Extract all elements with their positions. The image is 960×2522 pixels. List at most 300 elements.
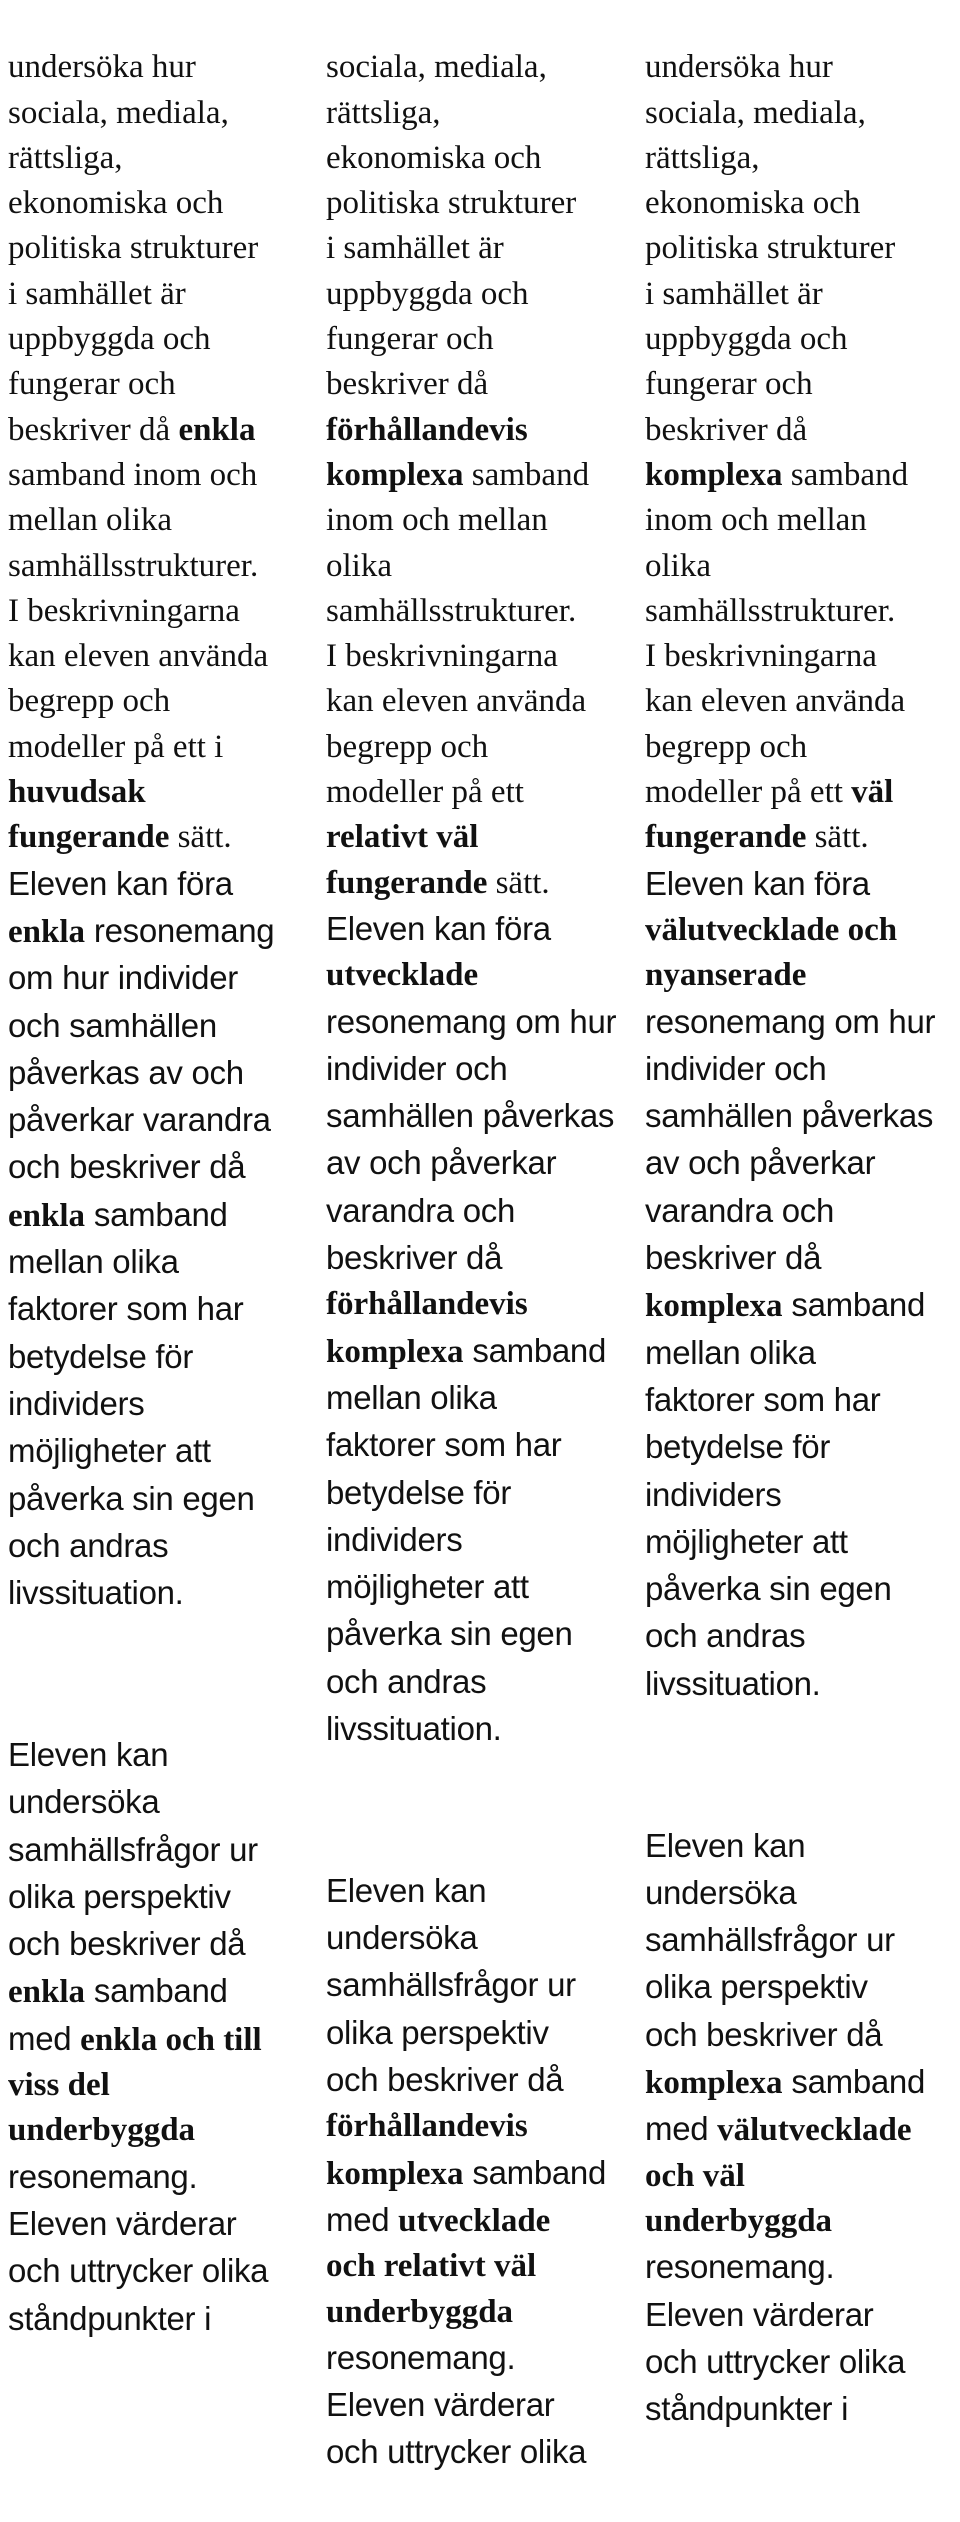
bold-text-segment: enkla	[178, 411, 256, 448]
text-line	[8, 1144, 320, 1191]
text-line	[326, 2197, 638, 2244]
text-segment: sociala, mediala,	[326, 49, 547, 86]
block-gap	[326, 1799, 638, 1823]
text-line	[326, 2010, 638, 2057]
text-line	[8, 2296, 320, 2343]
bold-text-segment: välutvecklade och	[645, 911, 898, 948]
text-line	[326, 1375, 638, 1422]
investigation-block	[8, 1732, 320, 2343]
text-line	[8, 2063, 320, 2108]
text-line	[326, 2429, 638, 2476]
text-line	[8, 861, 320, 908]
text-line	[8, 362, 320, 407]
text-segment: påverkas av och	[8, 1053, 244, 1091]
text-line	[645, 498, 957, 543]
text-line	[645, 453, 957, 498]
text-line	[326, 1422, 638, 1469]
text-line	[645, 1870, 957, 1917]
text-segment: olika perspektiv	[645, 1968, 868, 2006]
text-segment: undersöka	[326, 1919, 478, 1957]
text-line	[326, 725, 638, 770]
text-segment: samband	[782, 1286, 926, 1324]
text-segment: rättsliga,	[645, 139, 760, 176]
text-line	[326, 1706, 638, 1753]
bold-text-segment: komplexa	[645, 2065, 783, 2102]
text-line	[326, 544, 638, 589]
text-line	[326, 2104, 638, 2149]
text-line	[326, 136, 638, 181]
text-line	[326, 1328, 638, 1375]
text-segment: modeller på ett	[645, 774, 852, 811]
text-segment: Eleven värderar	[8, 2204, 237, 2242]
bold-text-segment: enkla och till	[80, 2021, 262, 2058]
text-line	[645, 1472, 957, 1519]
text-line	[8, 1334, 320, 1381]
text-line	[326, 226, 638, 271]
text-line	[645, 1046, 957, 1093]
text-line	[645, 1188, 957, 1235]
text-segment: ståndpunkter i	[645, 2390, 849, 2428]
text-segment: resonemang.	[326, 2338, 516, 2376]
investigation-block	[326, 1868, 638, 2477]
text-line	[326, 317, 638, 362]
text-segment: möjligheter att	[645, 1522, 848, 1560]
text-line	[8, 498, 320, 543]
text-line	[645, 136, 957, 181]
text-segment: beskriver då	[645, 1239, 822, 1277]
text-segment: individer och	[645, 1049, 827, 1087]
text-segment: och beskriver då	[8, 1148, 246, 1186]
bold-text-segment: komplexa	[645, 1288, 783, 1325]
text-segment: I beskrivningarna	[8, 592, 240, 629]
text-line	[645, 408, 957, 453]
text-line	[8, 45, 320, 90]
text-segment: ståndpunkter i	[8, 2299, 212, 2337]
grade-column-e	[8, 0, 320, 2388]
text-segment: av och påverkar	[326, 1144, 557, 1182]
text-line	[8, 815, 320, 860]
text-segment: samhällsfrågor ur	[8, 1830, 258, 1868]
text-segment: sociala, mediala,	[645, 94, 866, 131]
text-segment: olika	[326, 547, 392, 584]
text-segment: samband	[782, 456, 909, 493]
text-segment: mellan olika	[645, 1333, 816, 1371]
bold-text-segment: huvudsak	[8, 774, 146, 811]
bold-text-segment: nyanserade	[645, 957, 807, 994]
text-line	[8, 679, 320, 724]
text-line	[326, 2057, 638, 2104]
text-segment: Eleven värderar	[645, 2295, 874, 2333]
text-segment: samhällsstrukturer.	[645, 592, 896, 629]
text-line	[645, 1235, 957, 1282]
text-line	[8, 1523, 320, 1570]
text-line	[326, 770, 638, 815]
description-block	[326, 45, 638, 1753]
text-line	[645, 2012, 957, 2059]
text-segment: I beskrivningarna	[326, 638, 558, 675]
text-line	[8, 2154, 320, 2201]
text-line	[326, 2150, 638, 2197]
text-segment: resonemang om hur	[326, 1002, 617, 1040]
text-line	[326, 1564, 638, 1611]
text-segment: resonemang	[85, 911, 275, 949]
text-line	[8, 1428, 320, 1475]
bold-text-segment: förhållandevis	[326, 411, 528, 448]
text-line	[8, 408, 320, 453]
text-line	[645, 317, 957, 362]
text-line	[8, 544, 320, 589]
text-line	[8, 589, 320, 634]
bold-text-segment: utvecklade	[398, 2202, 551, 2239]
text-segment: politiska strukturer	[645, 230, 896, 267]
text-line	[326, 1093, 638, 1140]
description-block	[645, 45, 957, 1708]
bold-text-segment: relativt väl	[326, 819, 479, 856]
text-segment: individer och	[326, 1049, 508, 1087]
text-segment: kan eleven använda	[645, 683, 906, 720]
text-segment: av och påverkar	[645, 1144, 876, 1182]
text-line	[645, 272, 957, 317]
text-line	[8, 2248, 320, 2295]
text-segment: kan eleven använda	[8, 638, 269, 675]
block-gap	[645, 1753, 957, 1777]
text-segment: varandra och	[645, 1191, 835, 1229]
text-segment: och uttrycker olika	[326, 2433, 587, 2471]
text-line	[8, 2201, 320, 2248]
text-segment: livssituation.	[645, 1664, 821, 1702]
text-line	[645, 1661, 957, 1708]
text-segment: samband	[463, 2153, 607, 2191]
text-segment: I beskrivningarna	[645, 638, 877, 675]
text-line	[645, 999, 957, 1046]
bold-text-segment: och relativt väl	[326, 2248, 537, 2285]
text-line	[8, 1050, 320, 1097]
text-line	[326, 634, 638, 679]
text-line	[8, 2108, 320, 2153]
text-segment: fungerar och	[8, 366, 176, 403]
text-line	[645, 2154, 957, 2199]
text-segment: med	[645, 2110, 718, 2148]
text-line	[326, 1282, 638, 1327]
text-line	[326, 589, 638, 634]
text-line	[645, 2106, 957, 2153]
text-segment: inom och mellan	[645, 502, 867, 539]
text-segment: beskriver då	[8, 411, 179, 448]
text-segment: beskriver då	[326, 366, 489, 403]
text-segment: samhällsstrukturer.	[326, 592, 577, 629]
text-line	[8, 1779, 320, 1826]
text-segment: i samhället är	[645, 275, 823, 312]
text-line	[326, 1962, 638, 2009]
investigation-block	[645, 1823, 957, 2434]
text-line	[326, 2290, 638, 2335]
text-segment: samband	[463, 1331, 607, 1369]
text-segment: begrepp och	[326, 728, 489, 765]
text-line	[326, 1868, 638, 1915]
text-line	[326, 2335, 638, 2382]
text-line	[326, 1470, 638, 1517]
text-line	[645, 589, 957, 634]
text-segment: betydelse för	[326, 1473, 512, 1511]
text-line	[8, 908, 320, 955]
text-segment: politiska strukturer	[8, 230, 259, 267]
text-line	[326, 498, 638, 543]
text-segment: individers	[8, 1384, 145, 1422]
grade-column-a	[645, 0, 957, 2479]
text-line	[326, 408, 638, 453]
text-segment: samhällsfrågor ur	[645, 1921, 895, 1959]
text-segment: samhällsstrukturer.	[8, 547, 259, 584]
text-segment: begrepp och	[8, 683, 171, 720]
text-line	[326, 1235, 638, 1282]
text-line	[8, 1874, 320, 1921]
text-line	[645, 861, 957, 908]
text-segment: sociala, mediala,	[8, 94, 229, 131]
text-segment: påverka sin egen	[8, 1479, 255, 1517]
text-segment: Eleven kan	[645, 1826, 806, 1864]
bold-text-segment: viss del	[8, 2067, 110, 2104]
bold-text-segment: och väl	[645, 2157, 745, 2194]
text-segment: olika perspektiv	[326, 2013, 549, 2051]
bold-text-segment: förhållandevis	[326, 2108, 528, 2145]
grade-column-c	[326, 0, 638, 2522]
text-segment: livssituation.	[326, 1709, 502, 1747]
text-segment: faktorer som har	[645, 1380, 881, 1418]
text-segment: påverkar varandra	[8, 1101, 271, 1139]
text-line	[326, 362, 638, 407]
text-line	[326, 181, 638, 226]
text-segment: resonemang.	[8, 2157, 198, 2195]
text-line	[8, 1968, 320, 2015]
text-segment: rättsliga,	[326, 94, 441, 131]
text-segment: samhällen påverkas	[326, 1097, 615, 1135]
text-line	[645, 1519, 957, 1566]
text-segment: rättsliga,	[8, 139, 123, 176]
text-line	[645, 1282, 957, 1329]
text-line	[8, 1239, 320, 1286]
bold-text-segment: underbyggda	[645, 2202, 833, 2239]
text-segment: och beskriver då	[326, 2061, 564, 2099]
text-line	[645, 1917, 957, 1964]
text-segment: faktorer som har	[326, 1426, 562, 1464]
bold-text-segment: välutvecklade	[717, 2112, 912, 2149]
bold-text-segment: fungerande	[645, 819, 807, 856]
text-segment: Eleven kan föra	[645, 864, 870, 902]
text-line	[8, 1003, 320, 1050]
text-line	[8, 226, 320, 271]
text-segment: samband	[85, 1195, 228, 1233]
bold-text-segment: fungerande	[8, 819, 170, 856]
text-segment: politiska strukturer	[326, 185, 577, 222]
text-line	[645, 953, 957, 998]
text-line	[8, 91, 320, 136]
text-segment: och uttrycker olika	[645, 2342, 906, 2380]
text-segment: i samhället är	[8, 275, 186, 312]
text-line	[645, 45, 957, 90]
text-segment: individers	[326, 1520, 463, 1558]
text-segment: kan eleven använda	[326, 683, 587, 720]
text-segment: Eleven kan	[8, 1735, 169, 1773]
bold-text-segment: komplexa	[645, 456, 783, 493]
text-segment: undersöka	[8, 1783, 160, 1821]
text-segment: samband	[85, 1972, 228, 2010]
text-line	[645, 226, 957, 271]
text-line	[326, 453, 638, 498]
text-segment: sätt.	[169, 819, 232, 856]
text-line	[645, 2199, 957, 2244]
bold-text-segment: enkla	[8, 1197, 86, 1234]
text-segment: olika	[645, 547, 711, 584]
text-segment: uppbyggda och	[8, 321, 211, 358]
text-segment: betydelse för	[8, 1337, 194, 1375]
text-segment: betydelse för	[645, 1428, 831, 1466]
text-line	[326, 1046, 638, 1093]
text-line	[645, 815, 957, 860]
text-line	[8, 181, 320, 226]
text-line	[645, 1330, 957, 1377]
text-line	[645, 679, 957, 724]
text-segment: möjligheter att	[8, 1432, 211, 1470]
text-line	[645, 544, 957, 589]
text-line	[645, 1566, 957, 1613]
text-segment: sätt.	[487, 864, 550, 901]
bold-text-segment: komplexa	[326, 1333, 464, 1370]
bold-text-segment: utvecklade	[326, 957, 479, 994]
text-segment: påverka sin egen	[326, 1615, 573, 1653]
text-segment: samhällen påverkas	[645, 1097, 934, 1135]
text-line	[8, 1381, 320, 1428]
text-line	[645, 1823, 957, 1870]
text-segment: och andras	[645, 1617, 806, 1655]
text-line	[645, 2339, 957, 2386]
text-segment: ekonomiska och	[645, 185, 861, 222]
text-line	[8, 770, 320, 815]
bold-text-segment: enkla	[8, 1974, 86, 2011]
bold-text-segment: underbyggda	[326, 2293, 514, 2330]
text-line	[645, 2386, 957, 2433]
text-line	[326, 815, 638, 860]
text-line	[326, 2382, 638, 2429]
bold-text-segment: komplexa	[326, 2155, 464, 2192]
text-segment: Eleven kan föra	[8, 864, 233, 902]
text-line	[326, 1611, 638, 1658]
text-line	[326, 45, 638, 90]
text-segment: samband inom och	[8, 456, 258, 493]
text-segment: ekonomiska och	[8, 185, 224, 222]
text-line	[8, 317, 320, 362]
text-line	[8, 2016, 320, 2063]
text-line	[326, 91, 638, 136]
text-line	[8, 272, 320, 317]
text-segment: i samhället är	[326, 230, 504, 267]
text-line	[645, 770, 957, 815]
text-segment: och beskriver då	[645, 2015, 883, 2053]
text-segment: möjligheter att	[326, 1568, 529, 1606]
text-line	[8, 1827, 320, 1874]
text-line	[8, 955, 320, 1002]
text-segment: undersöka	[645, 1873, 797, 1911]
text-segment: faktorer som har	[8, 1290, 244, 1328]
text-segment: och andras	[326, 1662, 487, 1700]
text-line	[645, 362, 957, 407]
text-line	[326, 679, 638, 724]
bold-text-segment: komplexa	[326, 456, 464, 493]
text-line	[645, 1964, 957, 2011]
bold-text-segment: väl	[851, 774, 894, 811]
text-line	[326, 1659, 638, 1706]
text-segment: Eleven kan föra	[326, 909, 551, 947]
text-segment: varandra och	[326, 1191, 516, 1229]
text-segment: samband	[463, 456, 590, 493]
text-line	[8, 1097, 320, 1144]
text-line	[326, 861, 638, 906]
text-line	[326, 1915, 638, 1962]
text-segment: modeller på ett i	[8, 728, 224, 765]
text-line	[645, 181, 957, 226]
text-line	[326, 953, 638, 998]
text-line	[645, 1140, 957, 1187]
text-line	[645, 908, 957, 953]
text-segment: beskriver då	[645, 411, 808, 448]
text-segment: Eleven kan	[326, 1871, 487, 1909]
bold-text-segment: enkla	[8, 913, 86, 950]
text-line	[8, 725, 320, 770]
text-line	[645, 2292, 957, 2339]
text-segment: sätt.	[806, 819, 869, 856]
text-line	[8, 453, 320, 498]
text-segment: modeller på ett	[326, 774, 524, 811]
text-line	[326, 1188, 638, 1235]
text-line	[326, 999, 638, 1046]
text-segment: med	[8, 2019, 81, 2057]
description-block	[8, 45, 320, 1617]
text-segment: påverka sin egen	[645, 1570, 892, 1608]
block-gap	[8, 1663, 320, 1687]
text-line	[326, 1140, 638, 1187]
text-segment: uppbyggda och	[326, 275, 529, 312]
text-segment: beskriver då	[326, 1239, 503, 1277]
text-line	[8, 1286, 320, 1333]
text-segment: fungerar och	[326, 321, 494, 358]
text-segment: och uttrycker olika	[8, 2252, 269, 2290]
bold-text-segment: förhållandevis	[326, 1286, 528, 1323]
text-segment: fungerar och	[645, 366, 813, 403]
text-segment: individers	[645, 1475, 782, 1513]
text-segment: begrepp och	[645, 728, 808, 765]
text-line	[8, 1476, 320, 1523]
text-segment: olika perspektiv	[8, 1877, 231, 1915]
text-segment: undersöka hur	[645, 49, 833, 86]
text-segment: uppbyggda och	[645, 321, 848, 358]
text-line	[326, 272, 638, 317]
text-line	[645, 2059, 957, 2106]
text-segment: livssituation.	[8, 1574, 184, 1612]
text-segment: med	[326, 2200, 399, 2238]
text-line	[326, 2244, 638, 2289]
text-segment: ekonomiska och	[326, 139, 542, 176]
text-segment: Eleven värderar	[326, 2386, 555, 2424]
bold-text-segment: fungerande	[326, 864, 488, 901]
text-segment: och beskriver då	[8, 1925, 246, 1963]
text-line	[8, 1570, 320, 1617]
text-line	[645, 1377, 957, 1424]
text-line	[8, 136, 320, 181]
text-segment: inom och mellan	[326, 502, 548, 539]
text-line	[8, 1921, 320, 1968]
text-line	[645, 1613, 957, 1660]
text-segment: mellan olika	[8, 502, 173, 539]
text-line	[645, 634, 957, 679]
